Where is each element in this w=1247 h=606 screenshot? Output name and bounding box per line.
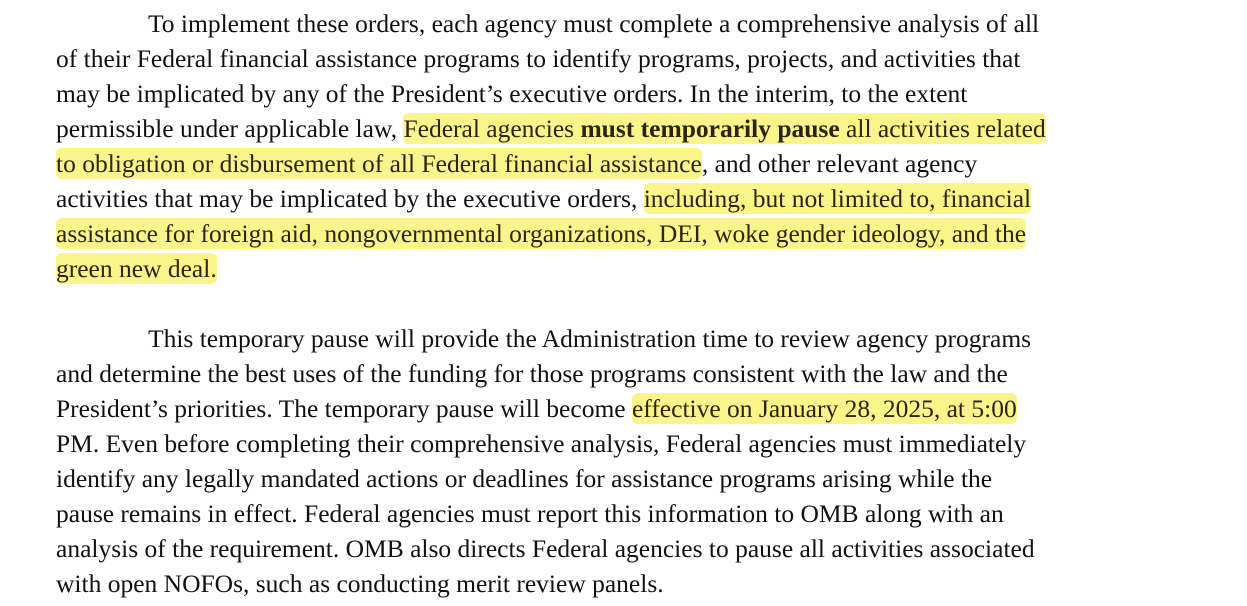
highlighted-text: effective on January 28, 2025, at 5:00 [631, 394, 1017, 423]
text-run: permissible under applicable law, [56, 114, 404, 143]
paragraph-1-line-6 [56, 181, 1031, 216]
paragraph-1-line-7 [56, 216, 1026, 251]
text-run: activities that may be implicated by the executive orders, [56, 184, 644, 213]
paragraph-2-line-6 [56, 496, 1004, 531]
text-run: identify any legally mandated actions or deadlines for assistance programs arising while the [56, 464, 993, 493]
text-run: PM. Even before completing their comprehensive analysis, Federal agencies must immediately [56, 429, 1027, 458]
paragraph-2-line-2 [56, 356, 1008, 391]
highlighted-text: assistance for foreign aid, nongovernmental organizations, DEI, woke gender ideology, and the [56, 219, 1027, 248]
bold-highlighted-run: must temporarily pause [580, 114, 840, 143]
text-run: and determine the best uses of the funding for those programs consistent with the law and the [56, 359, 1008, 388]
highlighted-text: to obligation or disbursement of all Federal financial assistance [56, 149, 702, 178]
highlighted-text: including, but not limited to, financial [643, 184, 1032, 213]
text-run: pause remains in effect. Federal agencies must report this information to OMB along with an [56, 499, 1004, 528]
paragraph-1-line-8 [56, 251, 217, 286]
paragraph-2-line-7 [56, 531, 1035, 566]
text-run: of their Federal financial assistance programs to identify programs, projects, and activities that [56, 44, 1021, 73]
highlighted-text: green new deal. [56, 254, 217, 283]
paragraph-2-line-5 [56, 461, 992, 496]
highlighted-run: Federal agencies [403, 114, 581, 143]
paragraph-1-line-1 [148, 6, 1039, 41]
paragraph-1-line-4 [56, 111, 1046, 146]
text-run: analysis of the requirement. OMB also directs Federal agencies to pause all activities associated [56, 534, 1035, 563]
paragraph-1-line-2 [56, 41, 1020, 76]
paragraph-2-line-1 [148, 321, 1031, 356]
paragraph-1-line-3 [56, 76, 967, 111]
paragraph-2-line-4 [56, 426, 1026, 461]
highlighted-text [403, 113, 1045, 144]
text-run: To implement these orders, each agency must complete a comprehensive analysis of all [148, 9, 1040, 38]
text-run: with open NOFOs, such as conducting merit review panels. [56, 569, 664, 598]
text-run: President’s priorities. The temporary pause will become [56, 394, 632, 423]
highlighted-run: all activities related [839, 114, 1046, 143]
paragraph-2-line-8 [56, 566, 664, 601]
paragraph-2-line-3 [56, 391, 1017, 426]
text-run: may be implicated by any of the President’s executive orders. In the interim, to the extent [56, 79, 968, 108]
text-run: This temporary pause will provide the Administration time to review agency programs [148, 324, 1032, 353]
text-run: , and other relevant agency [701, 149, 978, 178]
paragraph-1-line-5 [56, 146, 977, 181]
